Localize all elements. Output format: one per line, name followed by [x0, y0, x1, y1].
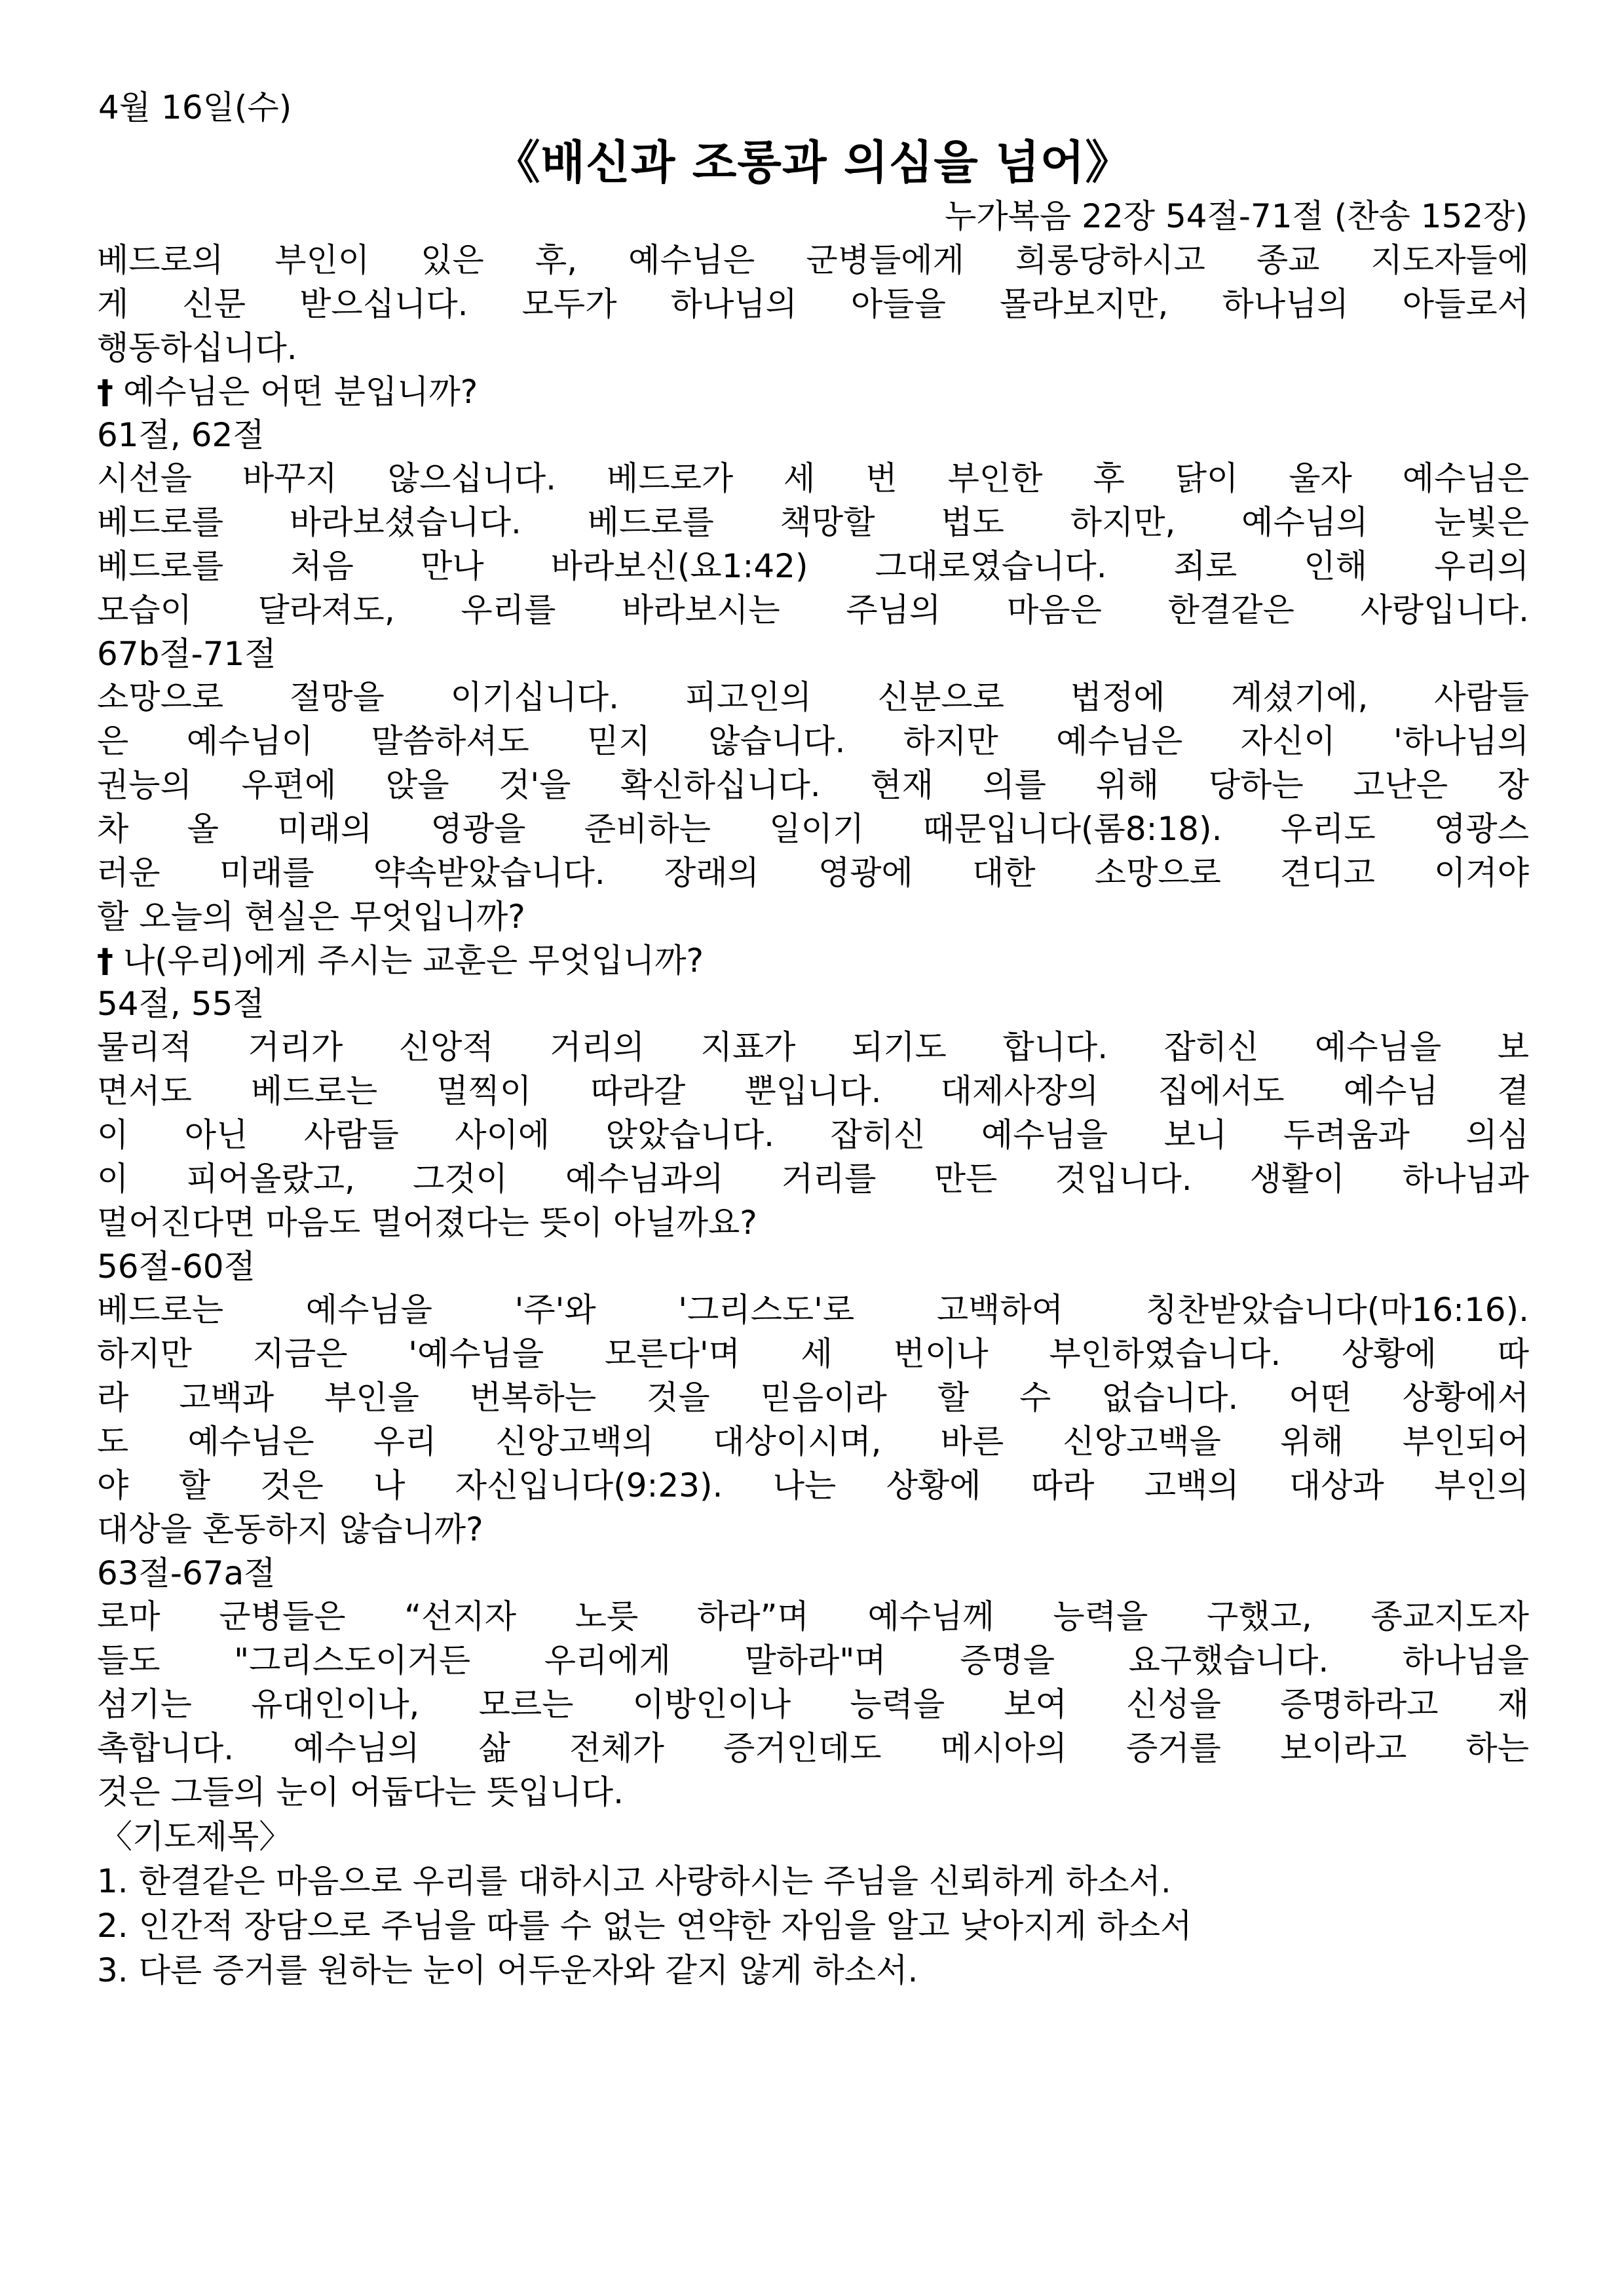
text-line: 모습이 달라져도, 우리를 바라보시는 주님의 마음은 한결같은 사랑입니다.: [97, 591, 1529, 629]
text-line: 멀어진다면 마음도 멀어졌다는 뜻이 아닐까요?: [97, 1204, 757, 1242]
text-line: 도 예수님은 우리 신앙고백의 대상이시며, 바른 신앙고백을 위해 부인되어: [97, 1423, 1529, 1461]
text-line: 러운 미래를 약속받았습니다. 장래의 영광에 대한 소망으로 견디고 이겨야: [97, 854, 1529, 892]
verse-label: 63절-67a절: [97, 1554, 276, 1592]
text-line: 행동하십니다.: [97, 329, 297, 367]
text-line: 것은 그들의 눈이 어둡다는 뜻입니다.: [97, 1773, 624, 1811]
date-label: 4월 16일(수): [98, 88, 292, 126]
text-line: 소망으로 절망을 이기십니다. 피고인의 신분으로 법정에 계셨기에, 사람들: [97, 678, 1529, 716]
prayer-item: 2. 인간적 장담으로 주님을 따를 수 없는 연약한 자임을 알고 낮아지게 하소서: [97, 1907, 1192, 1945]
prayer-title: 〈기도제목〉: [100, 1818, 292, 1856]
text-line: 시선을 바꾸지 않으십니다. 베드로가 세 번 부인한 후 닭이 울자 예수님은: [97, 459, 1529, 497]
section-heading-who-is-jesus: [97, 370, 1529, 413]
body-paragraph: [97, 457, 1529, 632]
text-line: 베드로를 처음 만나 바라보신(요1:42) 그대로였습니다. 죄로 인해 우리의: [97, 547, 1529, 585]
text-line: 이 아닌 사람들 사이에 앉았습니다. 잡히신 예수님을 보니 두려움과 의심: [97, 1116, 1529, 1154]
cross-icon: †: [97, 942, 113, 980]
devotional-page: [97, 84, 1529, 1993]
text-line: 이 피어올랐고, 그것이 예수님과의 거리를 만든 것입니다. 생활이 하나님과: [97, 1160, 1529, 1198]
text-line: 차 올 미래의 영광을 준비하는 일이기 때문입니다(롬8:18). 우리도 영광스: [97, 810, 1529, 848]
body-paragraph: [97, 1288, 1529, 1552]
text-line: 로마 군병들은 “선지자 노릇 하라”며 예수님께 능력을 구했고, 종교지도자: [97, 1598, 1529, 1636]
text-line: 하지만 지금은 '예수님을 모른다'며 세 번이나 부인하였습니다. 상황에 따: [97, 1335, 1529, 1373]
text-line: 할 오늘의 현실은 무엇입니까?: [97, 898, 525, 936]
text-line: 베드로를 바라보셨습니다. 베드로를 책망할 법도 하지만, 예수님의 눈빛은: [97, 503, 1529, 541]
text-line: 권능의 우편에 앉을 것'을 확신하십니다. 현재 의를 위해 당하는 고난은 장: [97, 766, 1529, 804]
page-title: 《배신과 조롱과 의심을 넘어》: [494, 136, 1132, 189]
text-line: 물리적 거리가 신앙적 거리의 지표가 되기도 합니다. 잡히신 예수님을 보: [97, 1028, 1529, 1066]
body-paragraph: [97, 676, 1529, 939]
text-line: 면서도 베드로는 멀찍이 따라갈 뿐입니다. 대제사장의 집에서도 예수님 곁: [97, 1072, 1529, 1110]
text-line: 야 할 것은 나 자신입니다(9:23). 나는 상황에 따라 고백의 대상과 부인의: [97, 1466, 1529, 1504]
text-line: 라 고백과 부인을 번복하는 것을 믿음이라 할 수 없습니다. 어떤 상황에서: [97, 1379, 1529, 1417]
prayer-item: 3. 다른 증거를 원하는 눈이 어두운자와 같지 않게 하소서.: [97, 1951, 918, 1989]
verse-label: 67b절-71절: [97, 635, 276, 673]
intro-paragraph: [97, 239, 1529, 370]
text-line: 촉합니다. 예수님의 삶 전체가 증거인데도 메시아의 증거를 보이라고 하는: [97, 1729, 1529, 1767]
text-line: 은 예수님이 말씀하셔도 믿지 않습니다. 하지만 예수님은 자신이 '하나님의: [97, 722, 1529, 760]
text-line: 들도 "그리스도이거든 우리에게 말하라"며 증명을 요구했습니다. 하나님을: [97, 1641, 1529, 1679]
text-line: 게 신문 받으십니다. 모두가 하나님의 아들을 몰라보지만, 하나님의 아들로서: [97, 285, 1529, 323]
text-line: 섬기는 유대인이나, 모르는 이방인이나 능력을 보여 신성을 증명하라고 재: [97, 1685, 1529, 1723]
section-heading-text: 나(우리)에게 주시는 교훈은 무엇입니까?: [123, 942, 704, 980]
text-line: 베드로는 예수님을 '주'와 '그리스도'로 고백하여 칭찬받았습니다(마16:16).: [97, 1291, 1529, 1329]
body-paragraph: [97, 1595, 1529, 1814]
cross-icon: †: [97, 373, 113, 411]
text-line: 베드로의 부인이 있은 후, 예수님은 군병들에게 희롱당하시고 종교 지도자들에: [97, 241, 1529, 279]
verse-label: 54절, 55절: [97, 985, 265, 1023]
verse-label: 56절-60절: [97, 1248, 255, 1286]
scripture-reference: 누가복음 22장 54절-71절 (찬송 152장): [945, 197, 1528, 235]
verse-label: 61절, 62절: [97, 416, 265, 454]
text-line: 대상을 혼동하지 않습니까?: [97, 1510, 483, 1548]
section-heading-lesson: [97, 939, 1529, 982]
section-heading-text: 예수님은 어떤 분입니까?: [123, 373, 478, 411]
prayer-item: 1. 한결같은 마음으로 우리를 대하시고 사랑하시는 주님을 신뢰하게 하소서.: [97, 1862, 1171, 1900]
body-paragraph: [97, 1025, 1529, 1245]
